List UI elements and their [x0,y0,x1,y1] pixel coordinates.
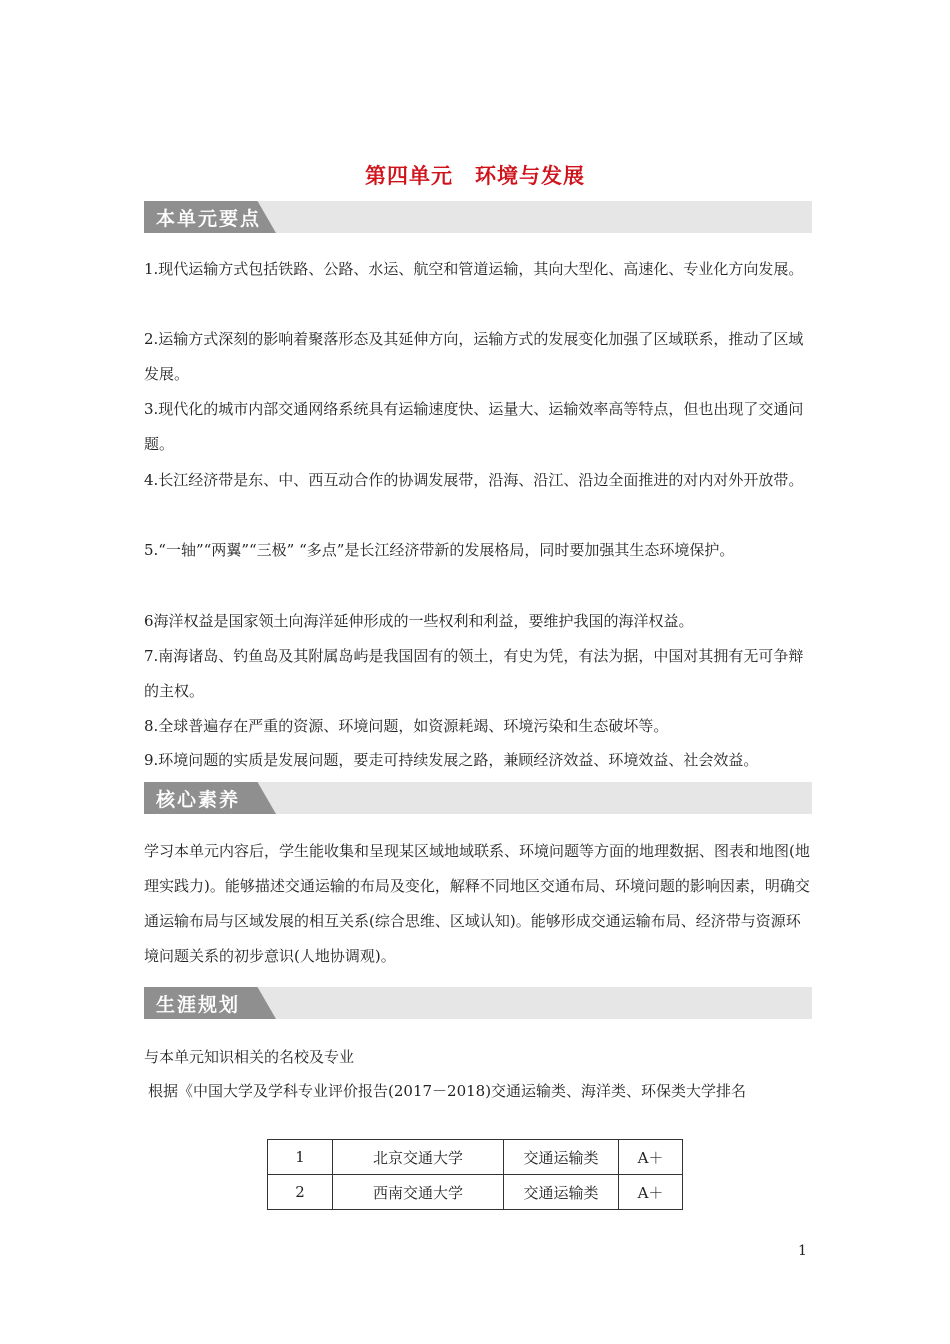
point-item: 8.全球普遍存在严重的资源、环境问题，如资源耗竭、环境污染和生态破坏等。 [144,717,669,735]
career-intro: 与本单元知识相关的名校及专业 [144,1048,355,1066]
section-heading: 核心素养 [156,789,241,811]
point-item: 6海洋权益是国家领土向海洋延伸形成的一些权利和利益，要维护我国的海洋权益。 [144,612,694,630]
table-cell-rank: 2 [268,1175,333,1210]
section-heading: 本单元要点 [156,208,262,230]
section-heading: 生涯规划 [156,994,241,1016]
section-header-literacy [144,782,812,814]
point-item: 7.南海诸岛、钓鱼岛及其附属岛屿是我国固有的领土，有史为凭，有法为据，中国对其拥有无可争辩的主权。 [144,647,804,700]
table-row [268,1140,683,1175]
table-row [268,1175,683,1210]
point-item: 5.“一轴”“两翼”“三极” “多点”是长江经济带新的发展格局，同时要加强其生态环境保护。 [144,541,735,559]
point-item: 2.运输方式深刻的影响着聚落形态及其延伸方向，运输方式的发展变化加强了区域联系，推动了区域发展。 [144,330,804,383]
career-source: 根据《中国大学及学科专业评价报告(2017－2018)交通运输类、海洋类、环保类大学排名 [148,1082,747,1100]
point-item: 4.长江经济带是东、中、西互动合作的协调发展带，沿海、沿江、沿边全面推进的对内对外开放带。 [144,471,804,489]
page-title: 第四单元 环境与发展 [365,164,585,188]
point-item: 1.现代运输方式包括铁路、公路、水运、航空和管道运输，其向大型化、高速化、专业化方向发展。 [144,260,804,278]
table-cell-university: 西南交通大学 [333,1175,504,1210]
table-cell-grade: A＋ [619,1175,683,1210]
table-cell-university: 北京交通大学 [333,1140,504,1175]
table-cell-grade: A＋ [619,1140,683,1175]
literacy-text: 学习本单元内容后，学生能收集和呈现某区域地域联系、环境问题等方面的地理数据、图表和地图(地理实践力)。能够描述交通运输的布局及变化，解释不同地区交通布局、环境问题的影响因素，明确交通运输布局与区域发展的相互关系(综合思维、区域认知)。能够形成交通运输布局、经济带与资源环境问题关系的初步意识(人地协调观)。 [144,842,810,965]
ranking-table [267,1139,683,1210]
table-cell-major: 交通运输类 [504,1140,619,1175]
page-number: 1 [798,1243,807,1259]
section-header-career [144,987,812,1019]
point-item: 3.现代化的城市内部交通网络系统具有运输速度快、运量大、运输效率高等特点，但也出现了交通问题。 [144,400,804,453]
table-cell-rank: 1 [268,1140,333,1175]
table-cell-major: 交通运输类 [504,1175,619,1210]
section-header-points [144,201,812,233]
point-item: 9.环境问题的实质是发展问题，要走可持续发展之路，兼顾经济效益、环境效益、社会效益。 [144,751,759,769]
